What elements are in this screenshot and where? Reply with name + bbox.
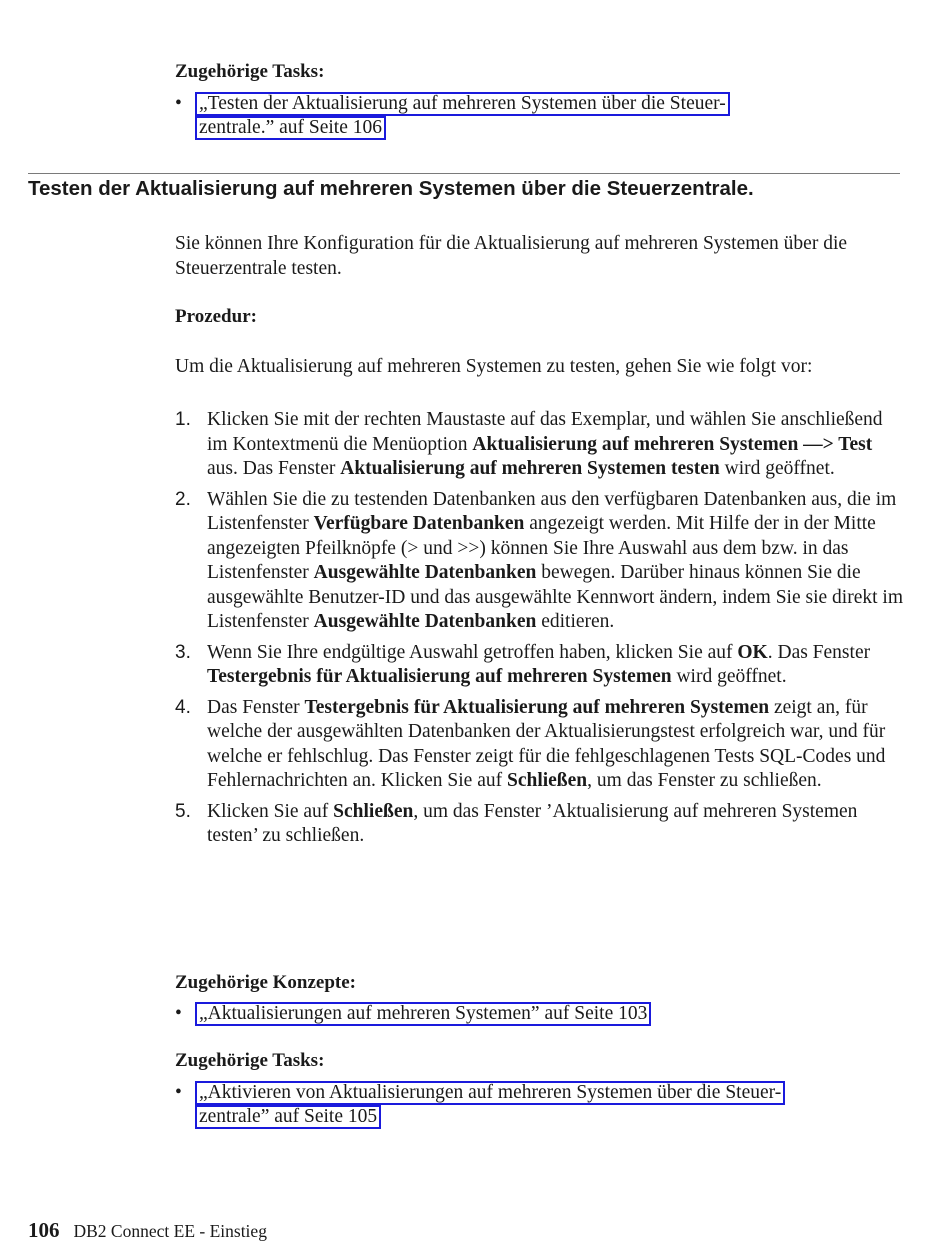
section-title: Testen der Aktualisierung auf mehreren Systemen über die Steuerzentrale. (28, 177, 754, 200)
step-bold-text: Testergebnis für Aktualisierung auf mehreren Systemen (207, 666, 672, 687)
step-text: wird geöffnet. (671, 666, 787, 687)
step-bold-text: Aktualisierung auf mehreren Systemen —> Test (472, 433, 873, 455)
xref-link-aktivieren[interactable] (195, 1081, 785, 1129)
step-number: 5. (175, 800, 191, 822)
step-bold-text: Aktualisierung auf mehreren Systemen testen (340, 458, 720, 479)
step-text: , um das Fenster zu schließen. (587, 770, 822, 791)
step-text: Wählen Sie die zu testenden Datenbanken aus den verfügbaren Datenbanken aus, die im Listenfenster (207, 488, 897, 534)
procedure-step (175, 696, 905, 794)
section-rule (28, 173, 900, 174)
procedure-step (175, 408, 905, 482)
xref-link-aktualisierungen[interactable] (195, 1002, 651, 1026)
step-bold-text: Schließen (506, 770, 588, 791)
step-number: 4. (175, 696, 191, 718)
step-text: zeigt an, für welche der ausgewählten Datenbanken der Aktualisierungstest erfolgreich war, und für welche er fehlschlug. Das Fenster zeigt für die fehlgeschlagenen Tests SQL-Codes und Fehlernachrichten an. Klicken Sie auf (207, 696, 886, 791)
xref-link-testen[interactable] (195, 92, 730, 140)
step-bold-text: OK (737, 641, 768, 663)
procedure-step (175, 488, 905, 635)
step-text: bewegen. Darüber hinaus können Sie die ausgewählte Benutzer-ID und das ausgewählte Kennwort ändern, indem Sie sie direkt im Listenfenster (207, 562, 903, 632)
step-text: Wenn Sie Ihre endgültige Auswahl getroffen haben, klicken Sie auf (207, 641, 738, 663)
page-number: 106 (28, 1218, 60, 1242)
step-text: editieren. (536, 611, 615, 632)
step-text: Klicken Sie auf (207, 800, 334, 822)
step-bold-text: Verfügbare Datenbanken (313, 513, 525, 534)
procedure-intro: Um die Aktualisierung auf mehreren Systemen zu testen, gehen Sie wie folgt vor: (175, 356, 813, 377)
procedure-step (175, 641, 905, 690)
step-text: wird geöffnet. (719, 458, 835, 479)
step-bold-text: Ausgewählte Datenbanken (313, 562, 537, 583)
xref-link-line[interactable]: „Aktivieren von Aktualisierungen auf mehreren Systemen über die Steuer- (195, 1081, 785, 1105)
bullet-icon: • (175, 1082, 182, 1103)
step-text: Klicken Sie mit der rechten Maustaste auf das Exemplar, und wählen Sie anschließend im Kontextmenü die Menüoption (207, 409, 883, 455)
step-number: 1. (175, 409, 191, 430)
intro-paragraph: Sie können Ihre Konfiguration für die Aktualisierung auf mehreren Systemen über die Steuerzentrale testen. (175, 233, 848, 279)
related-tasks-heading-bottom: Zugehörige Tasks: (175, 1050, 325, 1071)
bullet-icon: • (175, 93, 182, 114)
step-text: Das Fenster (207, 696, 305, 718)
step-text: . Das Fenster (767, 641, 871, 663)
procedure-heading: Prozedur: (175, 306, 257, 327)
step-number: 2. (175, 488, 191, 510)
xref-link-line[interactable]: zentrale.” auf Seite 106 (195, 116, 386, 140)
procedure-steps (175, 408, 905, 855)
step-bold-text: Testergebnis für Aktualisierung auf mehreren Systemen (304, 696, 770, 718)
xref-link-line[interactable]: „Aktualisierungen auf mehreren Systemen” auf Seite 103 (195, 1002, 651, 1026)
procedure-step (175, 800, 905, 849)
step-text: , um das Fenster ’Aktualisierung auf mehreren Systemen testen’ zu schließen. (207, 800, 858, 846)
step-number: 3. (175, 641, 191, 663)
page-footer (28, 1218, 267, 1243)
book-title: DB2 Connect EE - Einstieg (73, 1221, 267, 1241)
xref-link-line[interactable]: zentrale” auf Seite 105 (195, 1105, 381, 1129)
xref-link-line[interactable]: „Testen der Aktualisierung auf mehreren Systemen über die Steuer- (195, 92, 730, 116)
step-text: aus. Das Fenster (207, 458, 341, 479)
step-text: angezeigt werden. Mit Hilfe der in der Mitte angezeigten Pfeilknöpfe (> und >>) können Sie Ihre Auswahl aus dem bzw. in das Listenfenster (207, 513, 876, 583)
step-bold-text: Schließen (333, 800, 414, 822)
step-bold-text: Ausgewählte Datenbanken (313, 611, 537, 632)
related-tasks-heading-top: Zugehörige Tasks: (175, 61, 325, 82)
bullet-icon: • (175, 1003, 182, 1024)
related-concepts-heading: Zugehörige Konzepte: (175, 972, 357, 993)
